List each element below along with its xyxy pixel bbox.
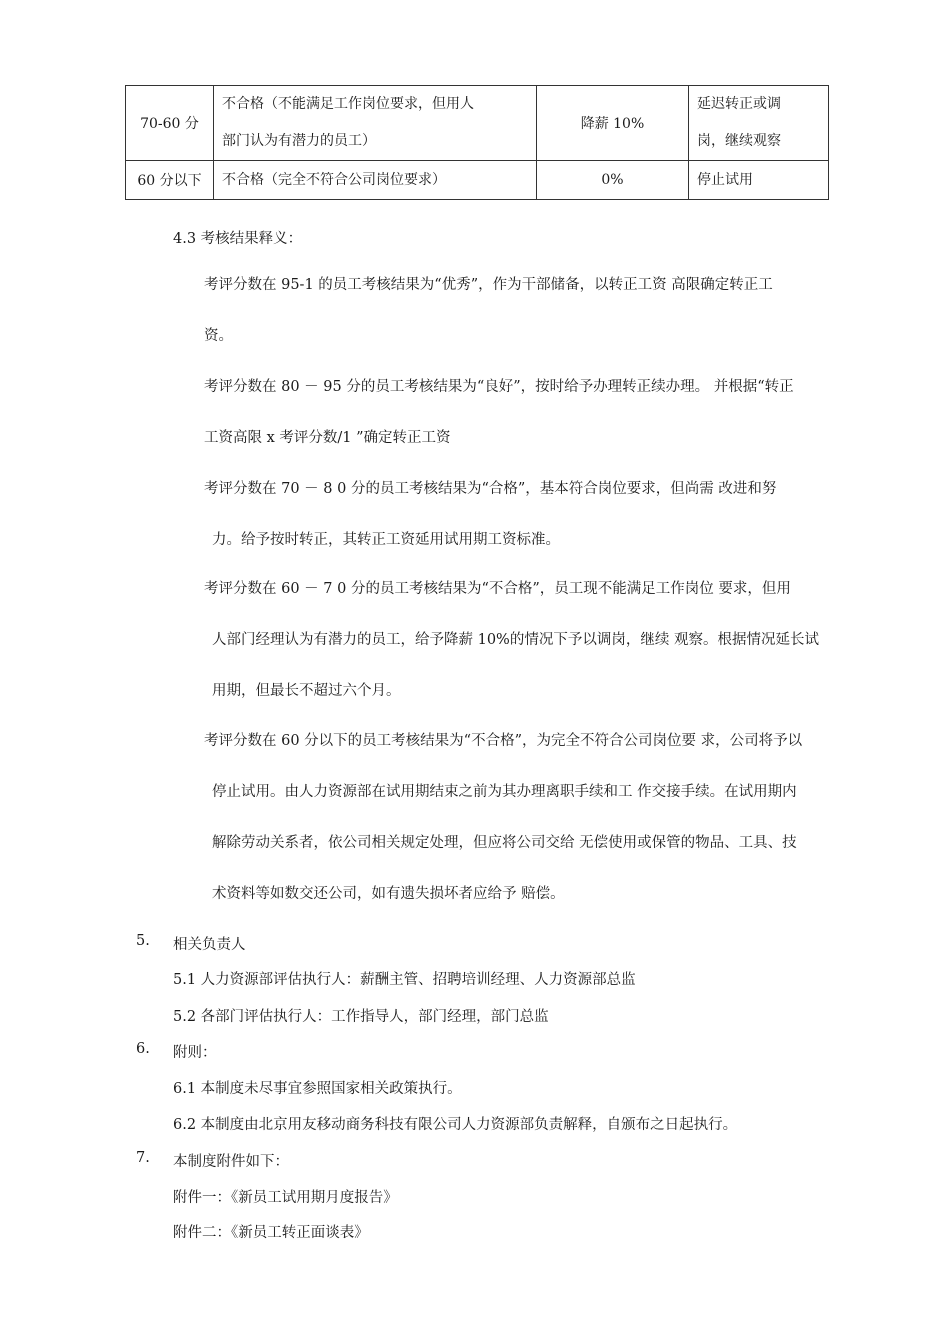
paragraph-line: 考评分数在 70 － 8 0 分的员工考核结果为“合格”，基本符合岗位要求，但尚需 改进和努: [204, 481, 777, 497]
list-item: 6.2 本制度由北京用友移动商务科技有限公司人力资源部负责解释，自颁布之日起执行。: [173, 1117, 738, 1133]
level-line: 不合格（不能满足工作岗位要求，但用人: [222, 96, 474, 112]
list-item: 附件一：《新员工试用期月度报告》: [173, 1190, 398, 1206]
paragraph-line: 人部门经理认为有潜力的员工，给予降薪 10%的情况下予以调岗，继续 观察。根据情况延长试: [212, 632, 819, 648]
section-title: 附则：: [173, 1045, 217, 1061]
list-item: 附件二：《新员工转正面谈表》: [173, 1225, 369, 1241]
paragraph: [204, 260, 773, 362]
level-cell: [214, 86, 537, 161]
level-line: 部门认为有潜力的员工）: [222, 133, 376, 149]
action-line: 岗，继续观察: [697, 133, 781, 149]
action-cell: [689, 86, 829, 161]
table-row: [126, 86, 829, 161]
paragraph-line: 资。: [204, 328, 233, 344]
paragraph-line: 考评分数在 95-1 的员工考核结果为“优秀”，作为干部储备，以转正工资 高限确定转正工: [204, 277, 773, 293]
paragraph-line: 工资高限 x 考评分数/1 ”确定转正工资: [204, 430, 451, 446]
action-line: 延迟转正或调: [697, 96, 781, 112]
level-cell: 不合格（完全不符合公司岗位要求）: [214, 161, 537, 200]
section-number: 6.: [136, 1041, 150, 1057]
score-cell: 70-60 分: [126, 86, 214, 161]
list-item: 6.1 本制度未尽事宜参照国家相关政策执行。: [173, 1081, 462, 1097]
list-item: 5.1 人力资源部评估执行人：薪酬主管、招聘培训经理、人力资源部总监: [173, 972, 636, 988]
section-title: 本制度附件如下：: [173, 1154, 289, 1170]
section-heading: 4.3 考核结果释义：: [173, 231, 303, 247]
paragraph-line: 考评分数在 60 分以下的员工考核结果为“不合格”，为完全不符合公司岗位要 求，公司将予以: [204, 733, 803, 749]
paragraph-line: 解除劳动关系者，依公司相关规定处理，但应将公司交给 无偿使用或保管的物品、工具、技: [212, 835, 797, 851]
paragraph-line: 力。给予按时转正，其转正工资延用试用期工资标准。: [212, 532, 560, 548]
section-title: 相关负责人: [173, 937, 246, 953]
paragraph-line: 术资料等如数交还公司，如有遗失损坏者应给予 赔偿。: [212, 886, 565, 902]
table-row: [126, 161, 829, 200]
paragraph-line: 停止试用。由人力资源部在试用期结束之前为其办理离职手续和工 作交接手续。在试用期内: [212, 784, 797, 800]
paragraph: [204, 564, 819, 717]
paragraph: [204, 464, 776, 566]
section-number: 7.: [136, 1150, 150, 1166]
list-item: 5.2 各部门评估执行人：工作指导人，部门经理，部门总监: [173, 1009, 549, 1025]
section-number: 5.: [136, 933, 150, 949]
paragraph-line: 用期，但最长不超过六个月。: [212, 683, 401, 699]
paragraph-line: 考评分数在 80 － 95 分的员工考核结果为“良好”，按时给予办理转正续办理。 并根据“转正: [204, 379, 794, 395]
evaluation-table: [125, 85, 829, 200]
score-cell: 60 分以下: [126, 161, 214, 200]
paragraph: [204, 716, 802, 920]
paragraph-line: 考评分数在 60 － 7 0 分的员工考核结果为“不合格”，员工现不能满足工作岗位 要求，但用: [204, 581, 791, 597]
paragraph: [204, 362, 794, 464]
action-cell: 停止试用: [689, 161, 829, 200]
salary-cell: 降薪 10%: [537, 86, 689, 161]
salary-cell: 0%: [537, 161, 689, 200]
